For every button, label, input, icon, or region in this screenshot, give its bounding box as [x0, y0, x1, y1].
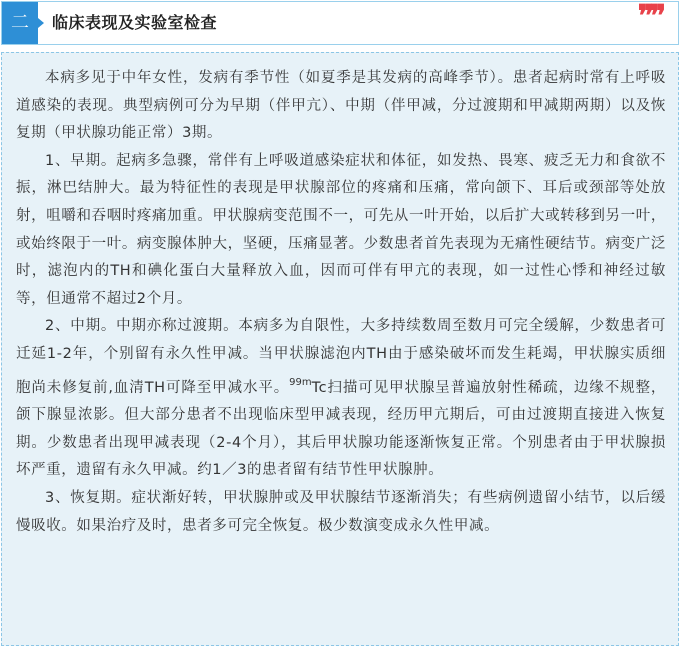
section-header — [1, 1, 679, 45]
content-panel — [1, 52, 679, 646]
isotope-superscript: 99m — [289, 376, 312, 388]
double-quote-icon: ❞❞ — [637, 0, 662, 34]
early-stage-paragraph: 1、早期。起病多急骤，常伴有上呼吸道感染症状和体征，如发热、畏寒、疲乏无力和食欲不振，淋巴结肿大。最为特征性的表现是甲状腺部位的疼痛和压痛，常向颌下、耳后或颈部等处放射，咀嚼和吞咽时疼痛加重。甲状腺病变范围不一，可先从一叶开始，以后扩大或转移到另一叶，或始终限于一叶。病变腺体肿大，坚硬，压痛显著。少数患者首先表现为无痛性硬结节。病变广泛时，滤泡内的TH和碘化蛋白大量释放入血，因而可伴有甲亢的表现，如一过性心悸和神经过敏等，但通常不超过2个月。 — [16, 152, 666, 307]
intro-paragraph: 本病多见于中年女性，发病有季节性（如夏季是其发病的高峰季节）。患者起病时常有上呼吸道感染的表现。典型病例可分为早期（伴甲亢）、中期（伴甲减，分过渡期和甲减期两期）以及恢复期（甲状腺功能正常）3期。 — [16, 70, 666, 142]
middle-stage-text-1: 2、中期。中期亦称过渡期。本病多为自限性，大多持续数周至数月可完全缓解，少数患者可迁延1-2年，个别留有永久性甲减。当甲状腺滤泡内TH由于感染破坏而发生耗竭，甲状腺实质细胞尚未修复前,血清TH可降至甲减水平。 — [16, 318, 666, 396]
middle-stage-text-2: Tc扫描可见甲状腺呈普遍放射性稀疏，边缘不规整，颌下腺显浓影。但大部分患者不出现临床型甲减表现，经历甲亢期后，可由过渡期直接进入恢复期。少数患者出现甲减表现（2-4个月），其后甲状腺功能逐渐恢复正常。个别患者由于甲状腺损坏严重，遗留有永久甲减。约1／3的患者留有结节性甲状腺肿。 — [16, 379, 666, 479]
section-title: 临床表现及实验室检查 — [52, 13, 218, 32]
recovery-stage-paragraph: 3、恢复期。症状渐好转，甲状腺肿或及甲状腺结节逐渐消失；有些病例遗留小结节，以后缓慢吸收。如果治疗及时，患者多可完全恢复。极少数演变成永久性甲减。 — [16, 489, 666, 534]
section-number-badge: 二 — [2, 2, 38, 44]
middle-stage-paragraph — [16, 313, 666, 485]
